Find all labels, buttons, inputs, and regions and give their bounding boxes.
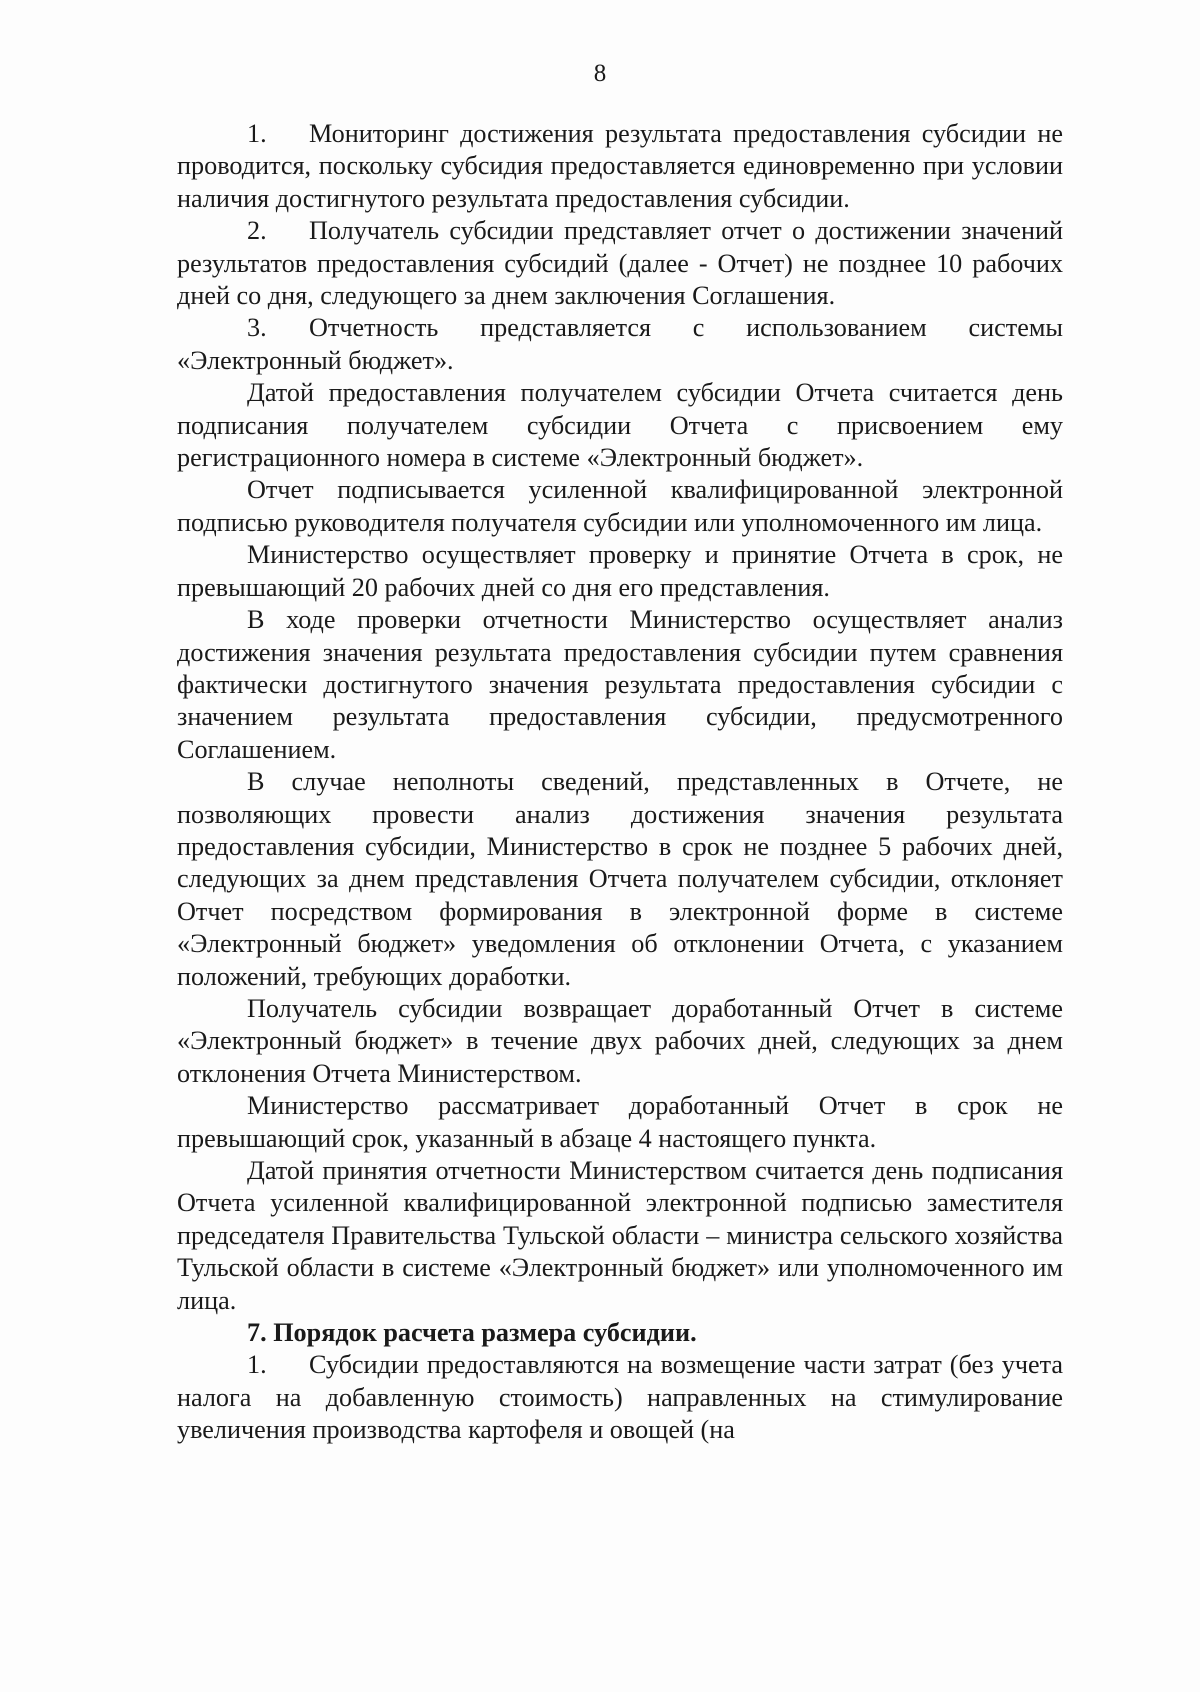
paragraph-1 — [177, 118, 1063, 215]
paragraph-analysis: В ходе проверки отчетности Министерство осуществляет анализ достижения значения результата предоставления субсидии путем сравнения фактически достигнутого значения результата предоставления субсидии с значением результата предоставления субсидии, предусмотренного Соглашением. — [177, 605, 1063, 764]
paragraph-text: Мониторинг достижения результата предоставления субсидии не проводится, поскольку субсидия предоставляется единовременно при условии наличия достигнутого результата предоставления субсидии. — [177, 119, 1063, 213]
section-heading: 7. Порядок расчета размера субсидии. — [247, 1318, 697, 1348]
document-body — [177, 118, 1063, 1447]
paragraph-3 — [177, 312, 1063, 377]
paragraph-text: Субсидии предоставляются на возмещение части затрат (без учета налога на добавленную стоимость) направленных на стимулирование увеличения производства картофеля и овощей (на — [177, 1350, 1063, 1445]
item-number: 2. — [247, 216, 267, 246]
paragraph-text: Отчетность представляется с использованием системы «Электронный бюджет». — [177, 313, 1063, 375]
paragraph-report-date: Датой предоставления получателем субсидии Отчета считается день подписания получателем субсидии Отчета с присвоением ему регистрационного номера в системе «Электронный бюджет». — [177, 378, 1063, 473]
paragraph-review: Министерство рассматривает доработанный Отчет в срок не превышающий срок, указанный в абзаце 4 настоящего пункта. — [177, 1091, 1063, 1153]
paragraph-ministry-check: Министерство осуществляет проверку и принятие Отчета в срок, не превышающий 20 рабочих дней со дня его представления. — [177, 540, 1063, 602]
paragraph-report-signature: Отчет подписывается усиленной квалифицированной электронной подписью руководителя получателя субсидии или уполномоченного им лица. — [177, 475, 1063, 537]
page-number: 8 — [593, 60, 607, 87]
item-number: 1. — [247, 119, 267, 148]
paragraph-incomplete: В случае неполноты сведений, представленных в Отчете, не позволяющих провести анализ достижения значения результата предоставления субсидии, Министерство в срок не позднее 5 рабочих дней, следующих за днем представления Отчета получателем субсидии, отклоняет Отчет посредством формирования в электронной форме в системе «Электронный бюджет» уведомления об отклонении Отчета, с указанием положений, требующих доработки. — [177, 767, 1063, 991]
item-number: 1. — [247, 1350, 267, 1380]
paragraph-2 — [177, 215, 1063, 312]
paragraph-acceptance-date: Датой принятия отчетности Министерством считается день подписания Отчета усиленной квалифицированной электронной подписью заместителя председателя Правительства Тульской области – министра сельского хозяйства Тульской области в системе «Электронный бюджет» или уполномоченного им лица. — [177, 1156, 1063, 1315]
paragraph-text: Получатель субсидии представляет отчет о достижении значений результатов предоставления субсидий (далее - Отчет) не позднее 10 рабочих дней со дня, следующего за днем заключения Соглашения. — [177, 216, 1063, 311]
paragraph-return: Получатель субсидии возвращает доработанный Отчет в системе «Электронный бюджет» в течение двух рабочих дней, следующих за днем отклонения Отчета Министерством. — [177, 993, 1063, 1088]
item-number: 3. — [247, 313, 267, 343]
section-paragraph-1 — [177, 1349, 1063, 1446]
